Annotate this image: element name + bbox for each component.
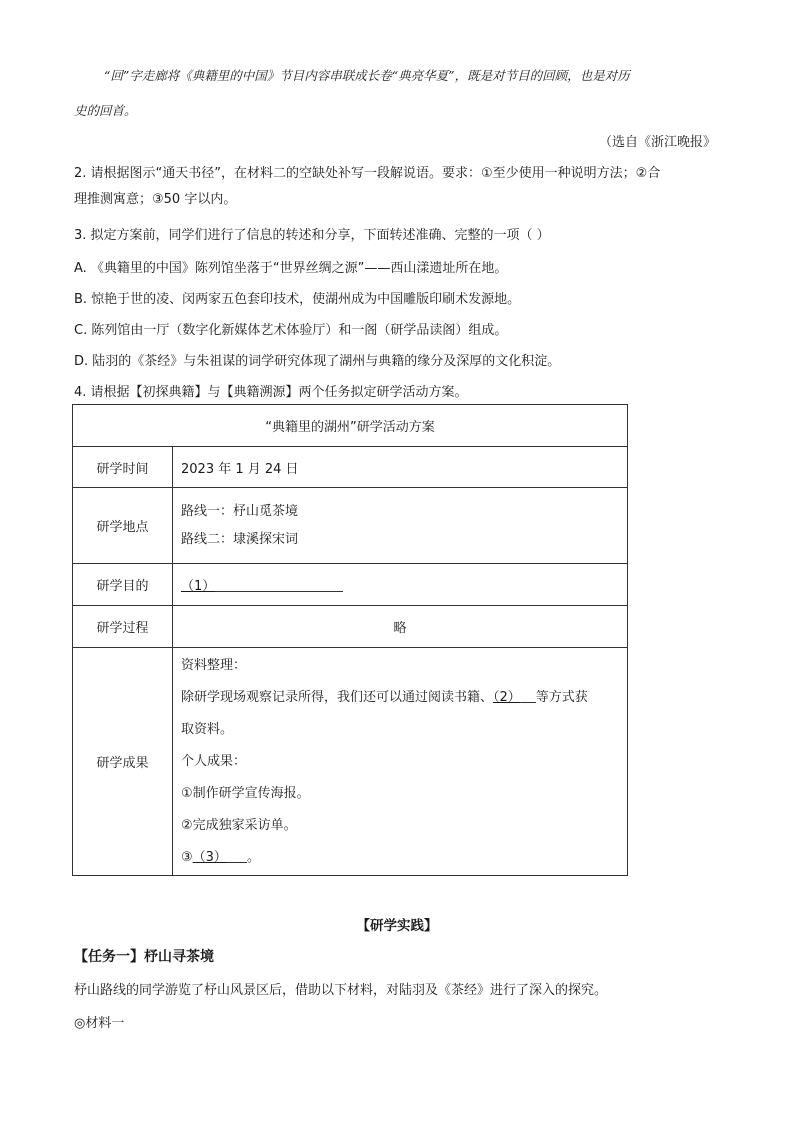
- study-plan-table: [72, 404, 628, 876]
- question-2-line-1: 2. 请根据图示“通天书径”，在材料二的空缺处补写一段解说语。要求：①至少使用一种说明方法；②合: [74, 166, 661, 181]
- res-line-1-b: 等方式获: [535, 689, 588, 705]
- res-heading: 资料整理：: [181, 657, 247, 673]
- result-label: 研学成果: [73, 648, 173, 876]
- place-value: [173, 488, 628, 564]
- purpose-blank-marker: （1）: [181, 579, 216, 594]
- time-label: 研学时间: [73, 447, 173, 488]
- route-2: 路线二：埭溪探宋词: [181, 531, 299, 547]
- res-line-2: 取资料。: [181, 721, 234, 737]
- purpose-blank-line[interactable]: [215, 577, 343, 592]
- res-blank-2-marker: （2）: [493, 689, 521, 705]
- res-line-1: [181, 682, 627, 714]
- res-personal: 个人成果：: [181, 753, 247, 769]
- purpose-value: [173, 564, 628, 606]
- time-value: 2023 年 1 月 24 日: [173, 447, 628, 488]
- question-3-option-d: D. 陆羽的《茶经》与朱祖谋的词学研究体现了湖州与典籍的缘分及深厚的文化积淀。: [74, 354, 561, 369]
- quote-line-2: 史的回首。: [74, 103, 137, 118]
- result-value: [173, 648, 628, 876]
- quote-source: （选自《浙江晚报》: [598, 135, 716, 150]
- res-blank-3-marker: （3）: [192, 849, 227, 865]
- task-1-title: 【任务一】杼山寻茶境: [74, 949, 214, 965]
- question-3-option-a: A. 《典籍里的中国》陈列馆坐落于“世界丝绸之源”——西山漾遗址所在地。: [74, 261, 508, 276]
- res-item-3-prefix: ③: [181, 849, 193, 865]
- question-3-option-c: C. 陈列馆由一厅（数字化新媒体艺术体验厅）和一阁（研学品读阁）组成。: [74, 323, 508, 338]
- res-item-1: ①制作研学宣传海报。: [181, 785, 310, 801]
- task-1-intro: 杼山路线的同学游览了杼山风景区后，借助以下材料，对陆羽及《茶经》进行了深入的探究。: [74, 983, 608, 998]
- res-line-1-a: 除研学现场观察记录所得，我们还可以通过阅读书籍、: [181, 689, 494, 705]
- res-blank-3-line[interactable]: [227, 848, 247, 863]
- route-1: 路线一：杼山觅茶境: [181, 503, 299, 519]
- section-title: 【研学实践】: [356, 918, 438, 934]
- res-item-2: ②完成独家采访单。: [181, 817, 297, 833]
- process-value: 略: [173, 606, 628, 648]
- place-label: 研学地点: [73, 488, 173, 564]
- res-item-3: [181, 842, 627, 874]
- res-item-3-suffix: 。: [246, 849, 260, 865]
- question-3: 3. 拟定方案前，同学们进行了信息的转述和分享，下面转述准确、完整的一项（ ）: [74, 228, 550, 243]
- res-blank-2-line[interactable]: [521, 688, 536, 703]
- purpose-label: 研学目的: [73, 564, 173, 606]
- question-2-line-2: 理推测寓意；③50 字以内。: [74, 192, 237, 207]
- plan-title: “典籍里的湖州”研学活动方案: [73, 405, 628, 447]
- material-1-label: ◎材料一: [74, 1016, 125, 1031]
- quote-line-1: “回”字走廊将《典籍里的中国》节目内容串联成长卷“典亮华夏”，既是对节目的回顾，也是对历: [104, 68, 630, 83]
- question-4: 4. 请根据【初探典籍】与【典籍溯源】两个任务拟定研学活动方案。: [74, 385, 468, 400]
- question-3-option-b: B. 惊艳于世的凌、闵两家五色套印技术，使湖州成为中国雕版印刷术发源地。: [74, 292, 521, 307]
- process-label: 研学过程: [73, 606, 173, 648]
